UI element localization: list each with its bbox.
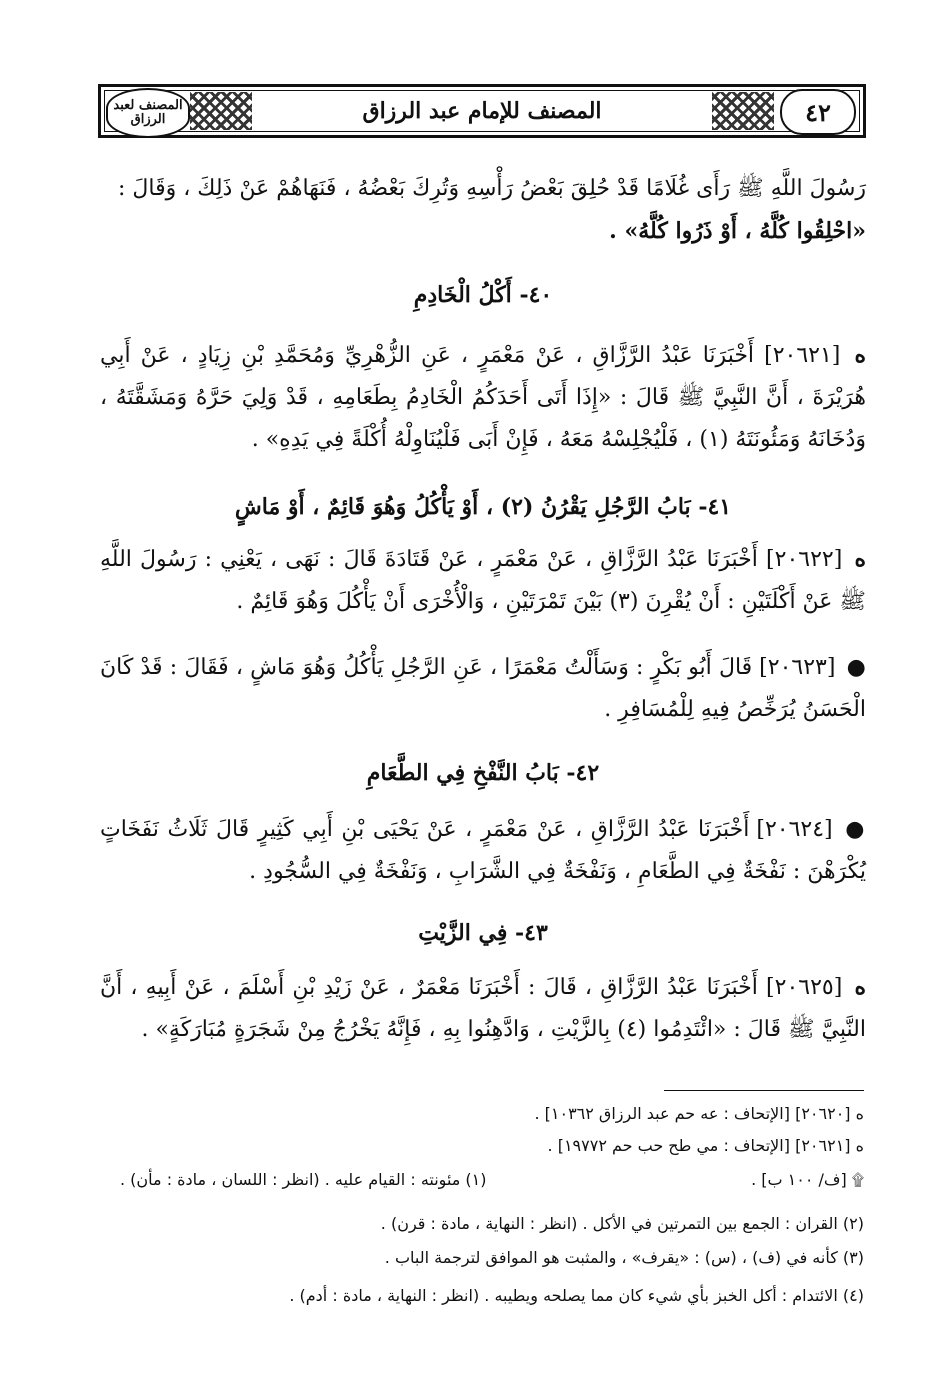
footnote-4: (٤) الائتدام : أكل الخبز بأي شيء كان مما يصلحه ويطيبه . (انظر : النهاية ، مادة : أدم) . [289, 1286, 864, 1305]
section-heading-40: ٤٠- أَكْلُ الْخَادِمِ [413, 282, 553, 308]
footnote-itihaf-20621: ه [٢٠٦٢١] [الإتحاف : مي طح حب حم ١٩٧٧٢] . [547, 1136, 864, 1155]
footnote-itihaf-20620: ه [٢٠٦٢٠] [الإتحاف : عه حم عبد الرزاق ١٠٣٦٢] . [534, 1104, 864, 1123]
running-title: المصنف للإمام عبد الرزاق [258, 94, 706, 128]
hadith-20621 [100, 334, 866, 461]
hadith-text: [٢٠٦٢٥] أَخْبَرَنَا عَبْدُ الرَّزَّاقِ ، قَالَ : أَخْبَرَنَا مَعْمَرٌ ، عَنْ زَيْدِ بْنِ أَسْلَمَ ، عَنْ أَبِيهِ ، أَنَّ النَّبِيَّ ﷺ قَالَ : «ائْتَدِمُوا (٤) بِالزَّيْتِ ، وَادَّهِنُوا بِهِ ، فَإِنَّهُ يَخْرُجُ مِنْ شَجَرَةٍ مُبَارَكَةٍ» . [100, 975, 866, 1042]
footnote-2: (٢) القران : الجمع بين التمرتين في الأكل . (انظر : النهاية ، مادة : قرن) . [380, 1214, 864, 1233]
hadith-20622 [100, 538, 866, 623]
page-header [98, 84, 866, 138]
ornament-left-icon [190, 92, 252, 130]
footnote-3: (٣) كأنه في (ف) ، (س) : «يقرف» ، والمثبت هو الموافق لترجمة الباب . [384, 1248, 864, 1267]
opening-line-1: رَسُولَ اللَّهِ ﷺ رَأَى غُلَامًا قَدْ حُلِقَ بَعْضُ رَأْسِهِ وَتُرِكَ بَعْضُهُ ، فَنَهَاهُمْ عَنْ ذَلِكَ ، وَقَالَ : [117, 176, 866, 201]
book-seal-icon: المصنف لعبد الرزاق [106, 88, 190, 138]
hadith-text: [٢٠٦٢٤] أَخْبَرَنَا عَبْدُ الرَّزَّاقِ ، عَنْ مَعْمَرٍ ، عَنْ يَحْيَى بْنِ أَبِي كَثِيرٍ قَالَ ثَلَاثُ نَفَخَاتٍ يُكْرَهْنَ : نَفْخَةٌ فِي الطَّعَامِ ، وَنَفْخَةٌ فِي الشَّرَابِ ، وَنَفْخَةٌ فِي السُّجُودِ . [100, 817, 866, 884]
hadith-20624 [100, 808, 866, 893]
footnote-1: (١) مئونته : القيام عليه . (انظر : اللسان ، مادة : مأن) . [120, 1170, 487, 1189]
hadith-text: [٢٠٦٢٢] أَخْبَرَنَا عَبْدُ الرَّزَّاقِ ، عَنْ مَعْمَرٍ ، عَنْ قَتَادَةَ قَالَ : نَهَى ، يَعْنِي : رَسُولَ اللَّهِ ﷺ عَنْ أَكْلَتَيْنِ : أَنْ يُقْرِنَ (٣) بَيْنَ تَمْرَتَيْنِ ، وَالْأُخْرَى أَنْ يَأْكُلَ وَهُوَ قَائِمٌ . [100, 547, 866, 614]
section-heading-43: ٤٣- فِي الزَّيْتِ [418, 920, 548, 946]
entry-marker: ● [846, 654, 867, 680]
section-heading-41: ٤١- بَابُ الرَّجُلِ يَقْرُنُ (٢) ، أَوْ يَأْكُلُ وَهُوَ قَائِمٌ ، أَوْ مَاشٍ [234, 494, 732, 520]
section-heading-42: ٤٢- بَابُ النَّفْخِ فِي الطَّعَامِ [366, 760, 600, 786]
opening-text [100, 168, 866, 252]
hadith-text: [٢٠٦٢١] أَخْبَرَنَا عَبْدُ الرَّزَّاقِ ، عَنْ مَعْمَرٍ ، عَنِ الزُّهْرِيِّ وَمُحَمَّدِ بْنِ زِيَادٍ ، عَنْ أَبِي هُرَيْرَةَ ، أَنَّ النَّبِيَّ ﷺ قَالَ : «إِذَا أَتَى أَحَدَكُمُ الْخَادِمُ بِطَعَامِهِ ، قَدْ وَلِيَ حَرَّهُ وَمَشَقَّتَهُ ، وَدُخَانَهُ وَمَئُونَتَهُ (١) ، فَلْيُجْلِسْهُ مَعَهُ ، فَإِنْ أَبَى فَلْيُنَاوِلْهُ أُكْلَةً فِي يَدِهِ» . [100, 343, 866, 452]
footnote-separator [664, 1090, 864, 1091]
ornament-right-icon [712, 92, 774, 130]
hadith-text: [٢٠٦٢٣] قَالَ أَبُو بَكْرٍ : وَسَأَلْتُ مَعْمَرًا ، عَنِ الرَّجُلِ يَأْكُلُ وَهُوَ مَاشٍ ، فَقَالَ : قَدْ كَانَ الْحَسَنُ يُرَخِّصُ فِيهِ لِلْمُسَافِرِ . [100, 655, 866, 722]
page-number: ٤٢ [780, 89, 856, 135]
footnote-row-1 [120, 1166, 864, 1194]
hadith-20623 [100, 646, 866, 731]
entry-marker: ه [854, 546, 866, 572]
entry-marker: ● [845, 816, 866, 842]
entry-marker: ه [854, 974, 866, 1000]
entry-marker: ه [854, 342, 866, 368]
opening-line-2: «احْلِقُوا كُلَّهُ ، أَوْ ذَرُوا كُلَّهُ» . [609, 218, 866, 244]
hadith-20625 [100, 966, 866, 1051]
footnote-folio: ۩ [ف/ ١٠٠ ب] . [751, 1170, 864, 1189]
